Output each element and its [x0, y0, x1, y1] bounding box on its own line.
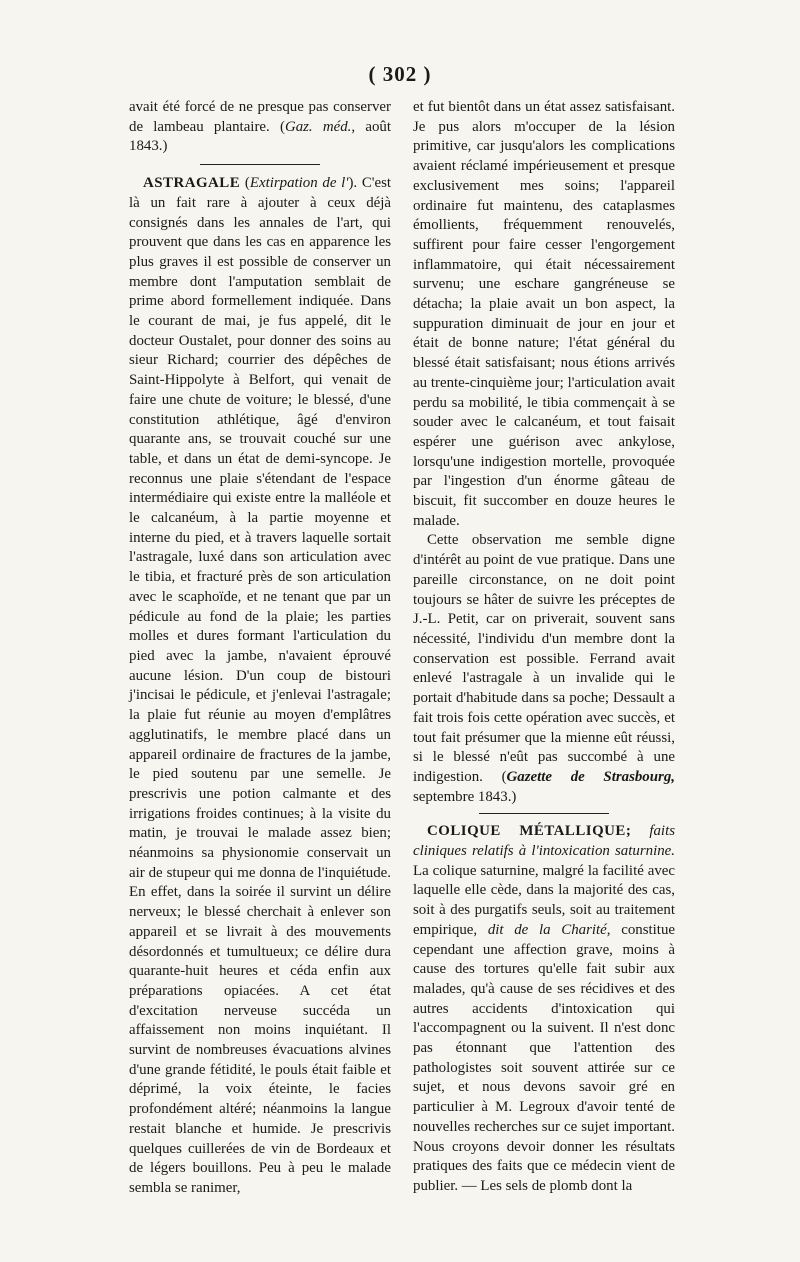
citation-source: Gazette de Strasbourg,: [506, 768, 675, 785]
citation-source: Gaz. méd.: [284, 118, 352, 135]
left-column: [129, 98, 391, 1199]
article-body: constitue cependant une affection grave, moins à cause des tortures qu'elle fait subir aux malades, qu'à cause de ses récidives et des autres accidents d'intoxication qui l'accompagnent ou la suivent. Il n'est donc pas étonnant que l'attention des pathologistes soit souvent attirée sur ce sujet, et nous devons savoir gré en particulier à M. Legroux d'avoir tenté de nouvelles recherches sur ce sujet important. Nous croyons devoir donner les résultats pratiques des faits que ce médecin vient de publier. — Les sels de plomb dont la: [413, 921, 675, 1194]
paragraph: [129, 98, 391, 157]
citation-open: (: [501, 768, 507, 785]
article-heading: COLIQUE MÉTALLIQUE;: [427, 823, 632, 840]
paragraph: [413, 98, 675, 531]
article-subtitle: Extirpation de l': [249, 175, 349, 192]
section-divider: [200, 164, 320, 165]
heading-paren-close: ).: [348, 175, 358, 192]
citation-date: septembre 1843.): [413, 788, 517, 805]
paragraph: [413, 531, 675, 807]
article-subtitle: faits cliniques relatifs à l'intoxication saturnine.: [413, 823, 675, 860]
right-column: [413, 98, 675, 1197]
paragraph-text: avait été forcé de ne presque pas conserver de lambeau plantaire.: [129, 99, 391, 135]
article-body: C'est là un fait rare à ajouter à ceux déjà consignés dans les annales de l'art, qui prouvent que dans les cas en apparence les plus graves il est possible de conserver un membre dont l'amputation semblait de prime abord formellement indiquée. Dans le courant de mai, je fus appelé, dit le docteur Oustalet, pour donner des soins au sieur Richard; courrier des dépêches de Saint-Hippolyte à Belfort, qui venait de faire une chute de voiture; le blessé, d'une constitution athlétique, âgé d'environ quarante ans, se trouvait couché sur une table, et dans un état de demi-syncope. Je reconnus une plaie s'étendant de l'espace intermédiaire qui existe entre la malléole et le calcanéum, à la partie moyenne et interne du pied, et à travers laquelle sortait l'astragale, luxé dans son articulation avec le tibia, et fracturé près de son articulation avec le scaphoïde, et ne tenant que par un pédicule au fond de la plaie; les parties molles et dures formant l'articulation du pied avec la jambe, n'avaient éprouvé aucune lésion. D'un coup de bistouri j'incisai le pédicule, et j'enlevai l'astragale; la plaie fut réunie au moyen d'emplâtres agglutinatifs, le membre placé dans un appareil ordinaire de fractures de la jambe, le pied soutenu par une semelle. Je prescrivis une potion calmante et des irrigations froides continues; à la visite du matin, je trouvai le malade assez bien; néanmoins sa physionomie conservait un air de stupeur qui me donna de l'inquiétude. En effet, dans la soirée il survint un délire nerveux; le blessé cherchait à enlever son appareil et se livrait à des mouvements désordonnés et tumultueux; ce délire dura quarante-huit heures et céda enfin aux préparations opiacées. A cet état d'excitation nerveuse succéda un affaissement non moins inquiétant. Il survint de nombreuses évacuations alvines d'une grande fétidité, le pouls était faible et déprimé, la voix éteinte, le facies profondément altéré; néanmoins la langue restait blanche et humide. Je prescrivis quelques cuillerées de vin de Bordeaux et de légers bouillons. Peu à peu le malade sembla se ranimer,: [129, 175, 391, 1196]
paragraph-text: et fut bientôt dans un état assez satisfaisant. Je pus alors m'occuper de la lésion primitive, car jusqu'alors les complications avaient réclamé impérieusement et presque exclusivement mes soins; l'appareil ordinaire fut maintenu, des cataplasmes émollients, fréquemment renouvelés, suffirent pour faire cesser l'engorgement inflammatoire, qui était nécessairement survenu; une eschare gangréneuse se détacha; la plaie avait un bon aspect, la suppuration diminuait de jour en jour et était de bonne nature; l'état général du blessé était satisfaisant; nous étions arrivés au trente-cinquième jour; l'articulation avait perdu sa mobilité, le tibia commençait à se souder avec le calcanéum, et tout faisait espérer une guérison avec ankylose, lorsqu'une indigestion mortelle, provoquée par l'ingestion d'un énorme gâteau de biscuit, fit succomber en douze heures le malade.: [413, 99, 675, 529]
paragraph-text: Cette observation me semble digne d'intérêt au point de vue pratique. Dans une pareille circonstance, on ne doit point toujours se hâter de suivre les préceptes de J.-L. Petit, car on priverait, souvent sans nécessité, l'individu d'un membre dont la conservation est possible. Ferrand avait enlevé l'astragale à un invalide qui le portait d'habitude dans sa poche; Dessault a fait trois fois cette opération avec succès, et tout fait présumer que la mienne eût réussi, si le blessé n'eût pas succombé à une indigestion.: [413, 532, 675, 785]
article-colique: [413, 822, 675, 1196]
article-heading: ASTRAGALE: [143, 175, 241, 192]
section-divider: [479, 813, 609, 814]
citation-date: , août 1843.): [129, 118, 391, 155]
italic-term: dit de la Charité,: [487, 921, 611, 938]
citation-open: (: [279, 118, 285, 135]
heading-paren-open: (: [244, 175, 250, 192]
article-body: La colique saturnine, malgré la facilité avec laquelle elle cède, dans la majorité des cas, soit à des purgatifs seuls, soit au traitement empirique,: [413, 862, 675, 938]
article-astragale: [129, 174, 391, 1199]
page-number: ( 302 ): [368, 62, 432, 86]
